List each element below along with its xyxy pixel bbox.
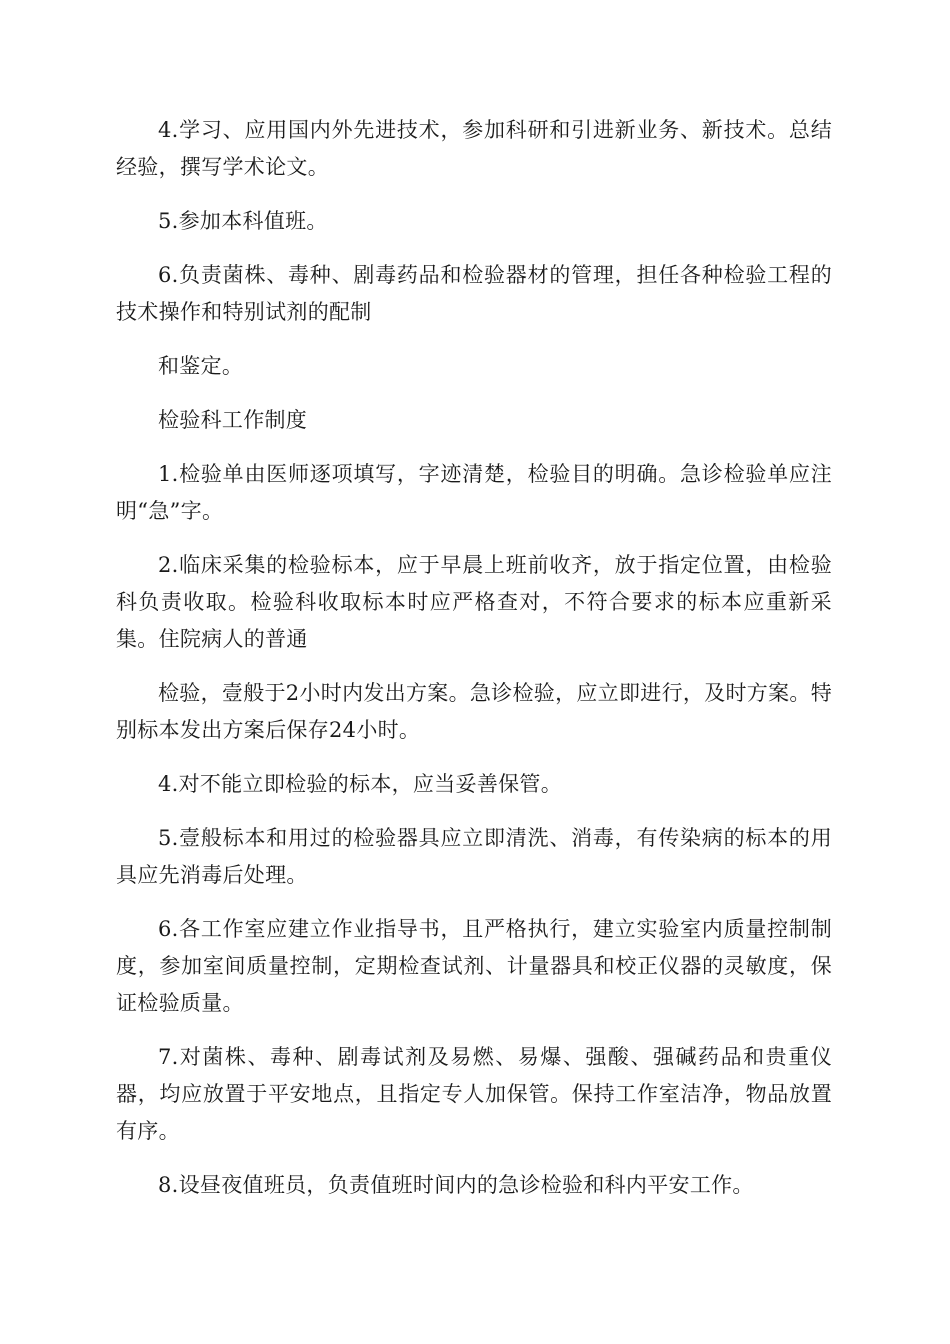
paragraph-item-6-continued: 和鉴定。 <box>158 354 244 378</box>
rule-item-2-continued: 检验，壹般于2小时内发出方案。急诊检验，应立即进行，及时方案。特别标本发出方案后保存24小时。 <box>116 681 832 742</box>
rule-item-6: 6.各工作室应建立作业指导书，且严格执行，建立实验室内质量控制制度，参加室间质量控制，定期检查试剂、计量器具和校正仪器的灵敏度，保证检验质量。 <box>116 917 832 1015</box>
paragraph-item-6: 6.负责菌株、毒种、剧毒药品和检验器材的管理，担任各种检验工程的技术操作和特别试剂的配制 <box>116 263 832 324</box>
section-heading: 检验科工作制度 <box>158 408 308 432</box>
rule-item-8: 8.设昼夜值班员，负责值班时间内的急诊检验和科内平安工作。 <box>158 1173 754 1197</box>
document-body <box>116 112 832 1204</box>
paragraph-item-4: 4.学习、应用国内外先进技术，参加科研和引进新业务、新技术。总结经验，撰写学术论文。 <box>116 118 832 179</box>
rule-item-5: 5.壹般标本和用过的检验器具应立即清洗、消毒，有传染病的标本的用具应先消毒后处理。 <box>116 826 832 887</box>
rule-item-4: 4.对不能立即检验的标本，应当妥善保管。 <box>158 772 563 796</box>
rule-item-2: 2.临床采集的检验标本，应于早晨上班前收齐，放于指定位置，由检验科负责收取。检验科收取标本时应严格查对，不符合要求的标本应重新采集。住院病人的普通 <box>116 553 832 651</box>
rule-item-1: 1.检验单由医师逐项填写，字迹清楚，检验目的明确。急诊检验单应注明“急”字。 <box>116 462 832 523</box>
rule-item-7: 7.对菌株、毒种、剧毒试剂及易燃、易爆、强酸、强碱药品和贵重仪器，均应放置于平安地点，且指定专人加保管。保持工作室洁净，物品放置有序。 <box>116 1045 832 1143</box>
paragraph-item-5: 5.参加本科值班。 <box>158 209 328 233</box>
